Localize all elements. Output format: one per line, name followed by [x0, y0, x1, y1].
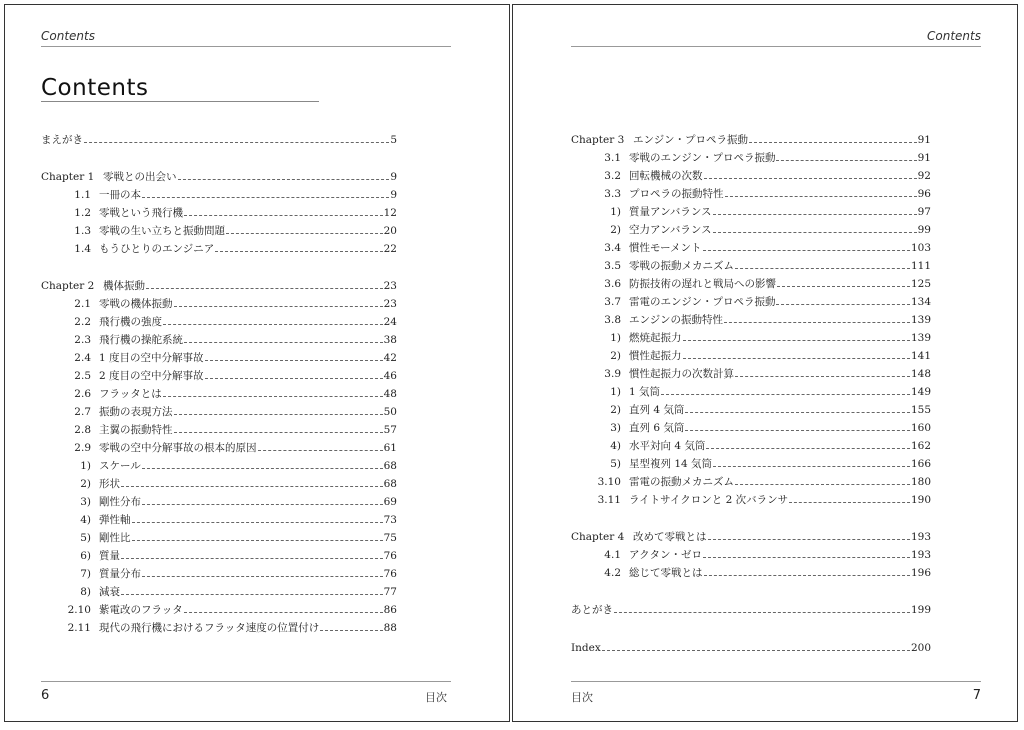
toc-entry-page: 139: [910, 332, 931, 344]
toc-entry-title: エンジン・プロペラ振動: [633, 134, 748, 146]
toc-entry[interactable]: [571, 347, 931, 365]
toc-leader-dots: [713, 466, 910, 467]
toc-leader-dots: [735, 268, 910, 269]
toc-entry[interactable]: [571, 203, 931, 221]
right-page: [512, 4, 1018, 722]
toc-entry-title: 防振技術の遅れと戦局への影響: [629, 278, 776, 290]
toc-entry[interactable]: [41, 222, 397, 240]
toc-entry-page: 180: [910, 476, 931, 488]
toc-entry-title: 直列 4 気筒: [629, 404, 685, 416]
toc-entry-title: 総じて零戦とは: [629, 567, 703, 579]
toc-leader-dots: [146, 288, 383, 289]
toc-leader-dots: [706, 448, 910, 449]
toc-entry-page: 91: [917, 134, 931, 146]
running-head: Contents: [927, 29, 981, 43]
toc-entry[interactable]: [571, 601, 931, 619]
toc-entry-page: 86: [383, 604, 397, 616]
toc-leader-dots: [725, 196, 917, 197]
toc-entry[interactable]: [41, 475, 397, 493]
toc-entry-page: 61: [383, 442, 397, 454]
toc-leader-dots: [724, 322, 910, 323]
toc-entry-number: 1): [610, 332, 621, 344]
toc-entry-page: 23: [383, 280, 397, 292]
toc-entry-page: 193: [910, 549, 931, 561]
toc-entry-title: 零戦との出会い: [103, 171, 177, 183]
toc-leader-dots: [685, 430, 910, 431]
toc-entry-page: 139: [910, 314, 931, 326]
toc-entry-page: 42: [383, 352, 397, 364]
toc-entry-page: 77: [383, 586, 397, 598]
toc-entry-number: 3): [610, 422, 621, 434]
toc-entry-title: 零戦の機体振動: [99, 298, 173, 310]
toc-entry-number: 2): [610, 404, 621, 416]
toc-entry[interactable]: [41, 277, 397, 295]
toc-entry[interactable]: [41, 439, 397, 457]
toc-leader-dots: [683, 358, 910, 359]
toc-entry-number: 3): [80, 496, 91, 508]
toc-leader-dots: [142, 197, 389, 198]
toc-entry[interactable]: [41, 511, 397, 529]
toc-entry[interactable]: [571, 221, 931, 239]
toc-entry-page: 149: [910, 386, 931, 398]
toc-leader-dots: [777, 286, 910, 287]
toc-entry-title: 2 度目の空中分解事故: [99, 370, 204, 382]
toc-leader-dots: [713, 232, 917, 233]
toc-entry[interactable]: [41, 240, 397, 258]
toc-entry-title: 慣性起振力の次数計算: [629, 368, 734, 380]
toc-leader-dots: [226, 233, 383, 234]
toc-leader-dots: [704, 575, 910, 576]
toc-entry-number: 2.6: [74, 388, 91, 400]
toc-entry[interactable]: [41, 331, 397, 349]
toc-entry-number: 3.5: [604, 260, 621, 272]
toc-entry[interactable]: [41, 204, 397, 222]
page-title: Contents: [41, 75, 149, 101]
toc-entry-title: 零戦という飛行機: [99, 207, 183, 219]
toc-entry[interactable]: [41, 565, 397, 583]
toc-entry-title: 零戦の振動メカニズム: [629, 260, 734, 272]
toc-leader-dots: [708, 539, 910, 540]
toc-entry-number: 7): [80, 568, 91, 580]
toc-entry[interactable]: [571, 419, 931, 437]
toc-entry-page: 24: [383, 316, 397, 328]
toc-entry[interactable]: [41, 186, 397, 204]
toc-entry-number: 2.5: [74, 370, 91, 382]
toc-leader-dots: [184, 612, 383, 613]
toc-entry-number: 2): [610, 224, 621, 236]
toc-entry[interactable]: [571, 491, 931, 509]
toc-entry-number: 2.8: [74, 424, 91, 436]
toc-entry-page: 141: [910, 350, 931, 362]
toc-leader-dots: [703, 250, 910, 251]
toc-leader-dots: [735, 376, 910, 377]
toc-entry-number: 4.1: [604, 549, 621, 561]
toc-entry-title: プロペラの振動特性: [629, 188, 724, 200]
toc-entry-title: 雷電の振動メカニズム: [629, 476, 734, 488]
toc-entry-page: 76: [383, 550, 397, 562]
toc-leader-dots: [142, 576, 383, 577]
footer-rule: [41, 681, 451, 682]
toc-entry-title: 機体振動: [103, 280, 145, 292]
toc-entry-title: 燃焼起振力: [629, 332, 682, 344]
toc-leader-dots: [121, 486, 383, 487]
toc-leader-dots: [205, 360, 383, 361]
footer-label: 目次: [425, 691, 447, 704]
toc-entry-title: 直列 6 気筒: [629, 422, 685, 434]
toc-entry[interactable]: [41, 619, 397, 637]
toc-entry-number: Chapter 3: [571, 134, 625, 146]
toc-entry-number: Chapter 4: [571, 531, 625, 543]
toc-entry-number: 2): [610, 350, 621, 362]
toc-entry-number: 3.6: [604, 278, 621, 290]
toc-entry-title: フラッタとは: [99, 388, 162, 400]
toc-leader-dots: [614, 612, 910, 613]
toc-leader-dots: [749, 142, 917, 143]
toc-entry-number: Chapter 1: [41, 171, 95, 183]
toc-leader-dots: [776, 304, 909, 305]
toc-entry-page: 73: [383, 514, 397, 526]
toc-entry-page: 68: [383, 460, 397, 472]
toc-leader-dots: [789, 502, 910, 503]
toc-entry-number: 1): [80, 460, 91, 472]
toc-leader-dots: [184, 342, 383, 343]
toc-entry-title: 雷電のエンジン・プロペラ振動: [629, 296, 776, 308]
toc-entry-number: 2.4: [74, 352, 91, 364]
page-number: 6: [41, 688, 50, 703]
toc-entry[interactable]: [41, 295, 397, 313]
toc-entry-number: 6): [80, 550, 91, 562]
toc-entry-title: 飛行機の操舵系統: [99, 334, 183, 346]
toc-entry-title: 零戦の生い立ちと振動問題: [99, 225, 225, 237]
toc-entry-number: 2.10: [67, 604, 91, 616]
toc-entry-page: 68: [383, 478, 397, 490]
toc-entry[interactable]: [571, 365, 931, 383]
toc-entry-page: 155: [910, 404, 931, 416]
toc-entry-number: 3.7: [604, 296, 621, 308]
toc-entry-page: 103: [910, 242, 931, 254]
toc-leader-dots: [132, 522, 383, 523]
toc-entry-page: 196: [910, 567, 931, 579]
toc-entry-title: アクタン・ゼロ: [629, 549, 702, 561]
toc-leader-dots: [174, 432, 383, 433]
toc-entry-number: 1): [610, 206, 621, 218]
toc-entry-page: 111: [910, 260, 931, 272]
toc-entry-title: 1 度目の空中分解事故: [99, 352, 204, 364]
toc-entry-number: 4): [610, 440, 621, 452]
toc-entry-number: 2.1: [74, 298, 91, 310]
header-rule: [41, 46, 451, 47]
toc-entry-page: 69: [383, 496, 397, 508]
toc-entry[interactable]: [41, 367, 397, 385]
toc-entry-number: 1.3: [74, 225, 91, 237]
toc-entry-title: エンジンの振動特性: [629, 314, 723, 326]
toc-entry-title: 慣性モーメント: [629, 242, 702, 254]
footer-label: 目次: [571, 691, 593, 704]
toc-entry-number: 4): [80, 514, 91, 526]
toc-leader-dots: [703, 557, 910, 558]
toc-entry-page: 9: [390, 171, 397, 183]
toc-entry[interactable]: [571, 167, 931, 185]
toc-entry-number: 1.2: [74, 207, 91, 219]
toc-leader-dots: [320, 630, 382, 631]
toc-entry-number: 3.2: [604, 170, 621, 182]
running-head: Contents: [41, 29, 95, 43]
toc-entry[interactable]: [41, 457, 397, 475]
toc-entry-title: 空力アンバランス: [629, 224, 712, 236]
toc-entry-number: 1): [610, 386, 621, 398]
toc-entry-number: 3.9: [604, 368, 621, 380]
toc-leader-dots: [174, 306, 383, 307]
toc-entry[interactable]: [571, 239, 931, 257]
toc-entry[interactable]: [41, 131, 397, 149]
toc-entry-page: 166: [910, 458, 931, 470]
toc-entry-title: 質量分布: [99, 568, 141, 580]
toc-entry[interactable]: [41, 601, 397, 619]
toc-leader-dots: [142, 468, 383, 469]
toc-entry-page: 91: [917, 152, 931, 164]
toc-leader-dots: [713, 214, 917, 215]
toc-entry-title: 振動の表現方法: [99, 406, 173, 418]
toc-entry-page: 92: [917, 170, 931, 182]
toc-entry-page: 199: [910, 604, 931, 616]
toc-entry-title: 剛性比: [99, 532, 131, 544]
toc-leader-dots: [84, 142, 389, 143]
toc-entry-page: 5: [390, 134, 397, 146]
toc-entry[interactable]: [571, 275, 931, 293]
toc-entry-page: 125: [910, 278, 931, 290]
toc-entry-title: 飛行機の強度: [99, 316, 162, 328]
toc-entry-page: 57: [383, 424, 397, 436]
toc-entry-number: 2.3: [74, 334, 91, 346]
toc-leader-dots: [174, 414, 383, 415]
toc-entry-number: 2): [80, 478, 91, 490]
toc-entry-page: 99: [917, 224, 931, 236]
toc-entry-title: 現代の飛行機におけるフラッタ速度の位置付け: [99, 622, 320, 634]
toc-entry-number: 3.8: [604, 314, 621, 326]
toc-entry-page: 50: [383, 406, 397, 418]
toc-entry[interactable]: [571, 149, 931, 167]
toc-entry[interactable]: [571, 455, 931, 473]
toc-entry-page: 97: [917, 206, 931, 218]
toc-entry[interactable]: [41, 349, 397, 367]
toc-leader-dots: [132, 540, 383, 541]
toc-entry-number: 2.11: [67, 622, 91, 634]
toc-entry[interactable]: [571, 473, 931, 491]
toc-entry[interactable]: [41, 313, 397, 331]
toc-entry-title: Index: [571, 642, 601, 654]
toc-leader-dots: [142, 504, 383, 505]
toc-entry-page: 88: [383, 622, 397, 634]
toc-entry-page: 75: [383, 532, 397, 544]
toc-entry-number: 3.3: [604, 188, 621, 200]
toc-entry-number: Chapter 2: [41, 280, 95, 292]
toc-entry-page: 23: [383, 298, 397, 310]
toc-leader-dots: [602, 650, 910, 651]
toc-leader-dots: [776, 160, 916, 161]
toc-entry-number: 2.2: [74, 316, 91, 328]
toc-entry-title: 水平対向 4 気筒: [629, 440, 706, 452]
toc-leader-dots: [735, 484, 910, 485]
toc-entry-number: 8): [80, 586, 91, 598]
toc-entry[interactable]: [571, 639, 931, 657]
toc-entry-page: 200: [910, 642, 931, 654]
toc-entry-number: 2.7: [74, 406, 91, 418]
toc-entry-title: 質量アンバランス: [629, 206, 712, 218]
toc-leader-dots: [685, 412, 910, 413]
toc-entry-title: 弾性軸: [99, 514, 131, 526]
toc-entry-title: 剛性分布: [99, 496, 141, 508]
toc-entry-title: 形状: [99, 478, 120, 490]
toc-entry-number: 3.11: [597, 494, 621, 506]
toc-entry[interactable]: [571, 257, 931, 275]
toc-entry-title: 一冊の本: [99, 189, 141, 201]
toc-entry-number: 5): [80, 532, 91, 544]
header-rule: [571, 46, 981, 47]
toc-entry-page: 162: [910, 440, 931, 452]
toc-entry-title: 質量: [99, 550, 120, 562]
toc-entry-title: 減衰: [99, 586, 120, 598]
toc-entry-title: ライトサイクロンと 2 次バランサ: [629, 494, 789, 506]
toc-entry[interactable]: [41, 403, 397, 421]
toc-entry[interactable]: [571, 185, 931, 203]
toc-entry[interactable]: [571, 401, 931, 419]
toc-leader-dots: [683, 340, 910, 341]
toc-leader-dots: [215, 251, 382, 252]
toc-entry-number: 5): [610, 458, 621, 470]
toc-entry-title: 星型複列 14 気筒: [629, 458, 713, 470]
toc-entry[interactable]: [571, 293, 931, 311]
toc-entry-page: 38: [383, 334, 397, 346]
toc-entry-page: 190: [910, 494, 931, 506]
toc-leader-dots: [661, 394, 910, 395]
toc-entry-page: 22: [383, 243, 397, 255]
toc-entry-number: 4.2: [604, 567, 621, 579]
title-rule: [41, 101, 319, 102]
toc-entry[interactable]: [571, 383, 931, 401]
toc-entry-number: 1.4: [74, 243, 91, 255]
toc-leader-dots: [184, 215, 383, 216]
toc-entry-title: 零戦のエンジン・プロペラ振動: [629, 152, 776, 164]
toc-entry-number: 3.4: [604, 242, 621, 254]
toc-entry-page: 193: [910, 531, 931, 543]
toc-entry-title: 1 気筒: [629, 386, 661, 398]
toc-leader-dots: [163, 396, 383, 397]
toc-entry-title: 慣性起振力: [629, 350, 682, 362]
toc-entry[interactable]: [571, 131, 931, 149]
toc-entry-page: 20: [383, 225, 397, 237]
toc-leader-dots: [704, 178, 917, 179]
toc-entry-page: 160: [910, 422, 931, 434]
toc-leader-dots: [178, 179, 390, 180]
toc-leader-dots: [258, 450, 383, 451]
toc-entry-page: 134: [910, 296, 931, 308]
toc-leader-dots: [121, 594, 383, 595]
toc-entry[interactable]: [41, 421, 397, 439]
toc-entry-title: 改めて零戦とは: [633, 531, 707, 543]
toc-entry[interactable]: [41, 529, 397, 547]
toc-entry-title: あとがき: [571, 604, 613, 616]
toc-entry-number: 1.1: [74, 189, 91, 201]
toc-entry-title: 零戦の空中分解事故の根本的原因: [99, 442, 257, 454]
page-number: 7: [972, 688, 981, 703]
toc-entry-title: スケール: [99, 460, 141, 472]
toc-entry-number: 3.10: [597, 476, 621, 488]
toc-entry-page: 9: [390, 189, 397, 201]
toc-entry-number: 3.1: [604, 152, 621, 164]
toc-entry-page: 12: [383, 207, 397, 219]
toc-entry[interactable]: [571, 528, 931, 546]
toc-entry-page: 48: [383, 388, 397, 400]
toc-entry[interactable]: [571, 437, 931, 455]
toc-entry[interactable]: [41, 385, 397, 403]
left-page: [4, 4, 510, 722]
toc-entry-page: 76: [383, 568, 397, 580]
toc-entry-page: 96: [917, 188, 931, 200]
toc-entry-title: 回転機械の次数: [629, 170, 703, 182]
toc-entry-number: 2.9: [74, 442, 91, 454]
toc-entry-title: もうひとりのエンジニア: [99, 243, 215, 255]
toc-entry[interactable]: [41, 168, 397, 186]
toc-leader-dots: [121, 558, 383, 559]
toc-entry-page: 148: [910, 368, 931, 380]
toc-entry-title: 主翼の振動特性: [99, 424, 173, 436]
toc-entry-title: 紫電改のフラッタ: [99, 604, 183, 616]
toc-leader-dots: [163, 324, 383, 325]
toc-entry[interactable]: [571, 564, 931, 582]
toc-entry-page: 46: [383, 370, 397, 382]
toc-entry[interactable]: [41, 583, 397, 601]
toc-entry[interactable]: [571, 546, 931, 564]
toc-entry[interactable]: [571, 329, 931, 347]
footer-rule: [571, 681, 981, 682]
toc-leader-dots: [205, 378, 383, 379]
toc-entry[interactable]: [41, 547, 397, 565]
toc-entry-title: まえがき: [41, 134, 83, 146]
toc-entry[interactable]: [41, 493, 397, 511]
toc-entry[interactable]: [571, 311, 931, 329]
